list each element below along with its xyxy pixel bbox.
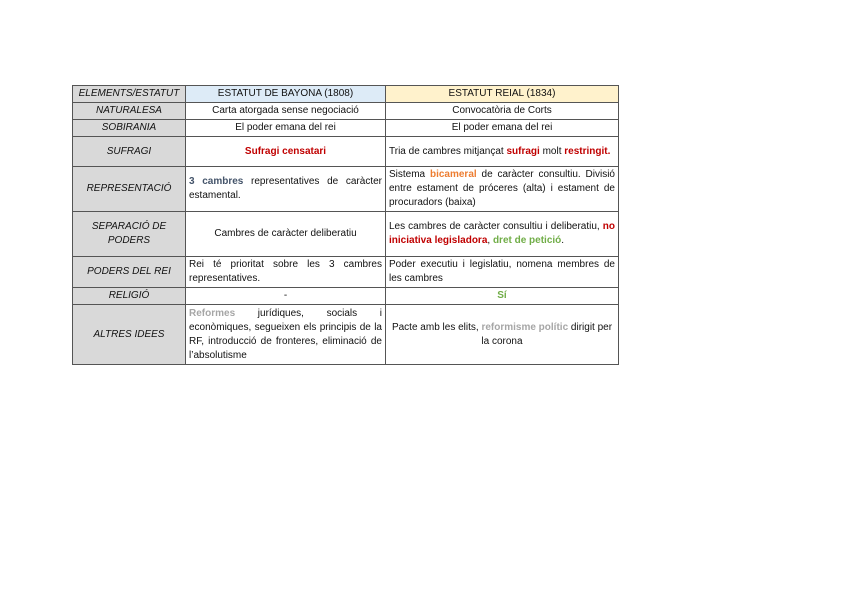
cell-bayona: [186, 167, 386, 212]
cell-reial: [386, 305, 619, 365]
table-row-representacio: [73, 167, 619, 212]
row-label: SUFRAGI: [73, 137, 186, 167]
table-header-row: [73, 86, 619, 103]
cell-bayona: [186, 305, 386, 365]
highlight-text: Sí: [497, 290, 507, 301]
highlight-text: 3 cambres: [189, 176, 244, 187]
table-row-sufragi: [73, 137, 619, 167]
header-bayona: ESTATUT DE BAYONA (1808): [186, 86, 386, 103]
cell-bayona: [186, 137, 386, 167]
text-run: .: [607, 145, 611, 157]
text-run: Pacte amb les elits,: [391, 321, 482, 333]
cell-reial: [386, 212, 619, 257]
cell-bayona: Rei té prioritat sobre les 3 cambres representatives.: [186, 257, 386, 288]
text-run: jurídiques, socials i econòmiques, segueixen els principis de la RF, introducció de fronteres, eliminació de l’absolutisme: [189, 307, 382, 361]
table-row-religio: [73, 288, 619, 305]
highlight-text: reformisme polític: [481, 321, 569, 333]
table-row-poders-rei: [73, 257, 619, 288]
text-run: representatives de caràcter estamental.: [189, 176, 382, 201]
header-reial: ESTATUT REIAL (1834): [386, 86, 619, 103]
text-run: .: [561, 235, 565, 246]
row-label: NATURALESA: [73, 103, 186, 120]
cell-reial: Poder executiu i legislatiu, nomena membres de les cambres: [386, 257, 619, 288]
text-run: dirigit per la corona: [481, 321, 613, 347]
table-row-separacio: [73, 212, 619, 257]
cell-reial: [386, 288, 619, 305]
cell-bayona: Carta atorgada sense negociació: [186, 103, 386, 120]
cell-reial: [386, 167, 619, 212]
highlight-text: dret de petició: [492, 235, 562, 246]
row-label: SEPARACIÓ DE PODERS: [73, 212, 186, 257]
highlight-text: bicameral: [429, 169, 477, 180]
cell-bayona: Cambres de caràcter deliberatiu: [186, 212, 386, 257]
row-label: SOBIRANIA: [73, 120, 186, 137]
text-run: Tria de cambres mitjançat: [389, 145, 507, 157]
table-row-altres: [73, 305, 619, 365]
cell-bayona: El poder emana del rei: [186, 120, 386, 137]
highlight-text: restringit: [564, 145, 608, 157]
text-run: Sistema: [389, 169, 430, 180]
highlight-text: sufragi: [506, 145, 540, 157]
table-row-sobirania: [73, 120, 619, 137]
highlight-text: Reformes: [189, 307, 236, 319]
text-run: molt: [539, 145, 565, 157]
text-run: Les cambres de caràcter consultiu i deliberatiu,: [389, 221, 603, 232]
cell-reial: Convocatòria de Corts: [386, 103, 619, 120]
table-row-naturalesa: [73, 103, 619, 120]
header-elements: ELEMENTS/ESTATUT: [73, 86, 186, 103]
row-label: RELIGIÓ: [73, 288, 186, 305]
row-label: ALTRES IDEES: [73, 305, 186, 365]
cell-bayona: -: [186, 288, 386, 305]
cell-reial: [386, 137, 619, 167]
comparison-table: [72, 85, 619, 365]
row-label: REPRESENTACIÓ: [73, 167, 186, 212]
highlight-text: no iniciativa legisladora: [389, 221, 615, 246]
text-run: de caràcter consultiu. Divisió entre estament de próceres (alta) i estament de procuradors (baixa): [389, 169, 615, 208]
text-run: ,: [487, 235, 493, 246]
row-label: PODERS DEL REI: [73, 257, 186, 288]
cell-reial: El poder emana del rei: [386, 120, 619, 137]
highlight-text: Sufragi censatari: [244, 145, 327, 157]
